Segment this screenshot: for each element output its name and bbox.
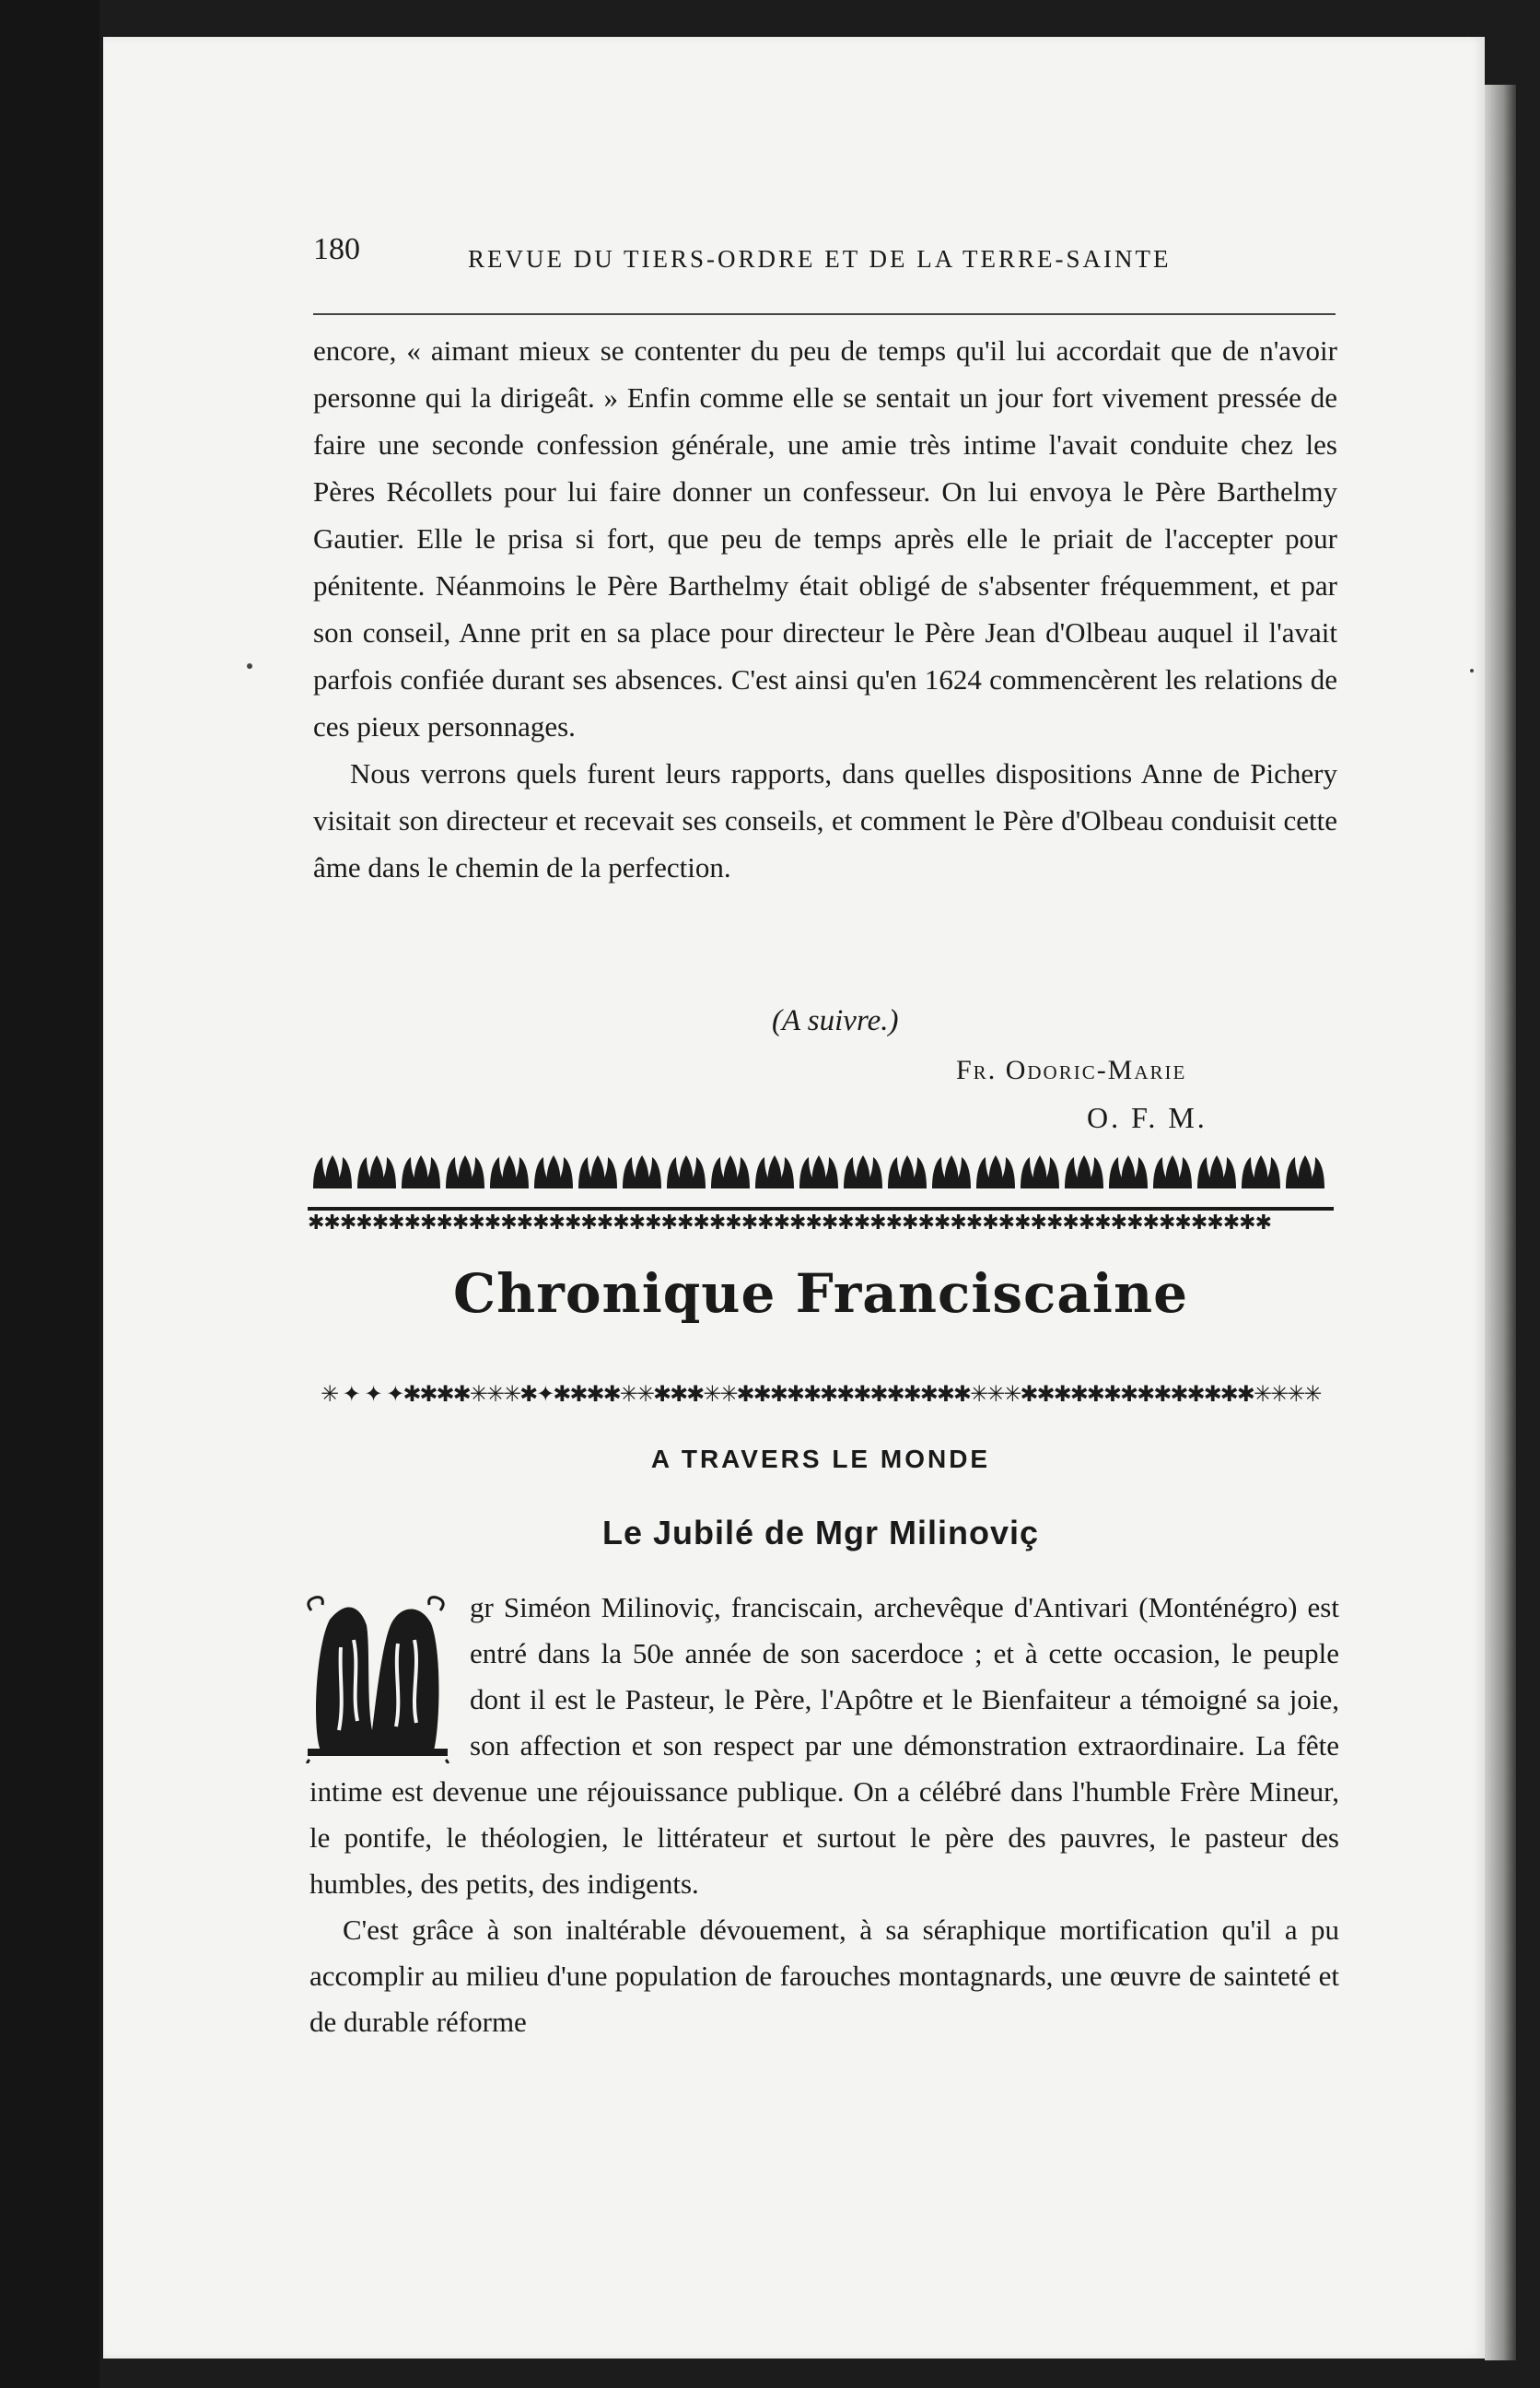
scan-margin-left xyxy=(0,0,99,2388)
ornament-rule xyxy=(308,1207,1334,1211)
article-title: Le Jubilé de Mgr Milinoviç xyxy=(601,1514,1040,1551)
article-paragraph-1: gr Siméon Milinoviç, franciscain, archevêque d'Antivari (Monténégro) est entré dans la 50e année de son sacerdoce ; et à cette occasion, le peuple dont il est le Pasteur, le Père, l'Apôtre et le Bienfaiteur a témoigné sa joie, son affection et son respect par une démonstration extraordinaire. La fête intime est devenue une réjouissance publique. On a célébré dans l'humble Frère Mineur, le pontife, le théologien, le littérateur et surtout le père des pauvres, le pasteur des humbles, des petits, des indigents. xyxy=(309,1591,1339,1900)
leaf-ornament-icon xyxy=(311,1153,1328,1190)
jubilee-article xyxy=(309,1585,1339,2045)
section-heading: A TRAVERS LE MONDE xyxy=(650,1445,991,1473)
continued-article xyxy=(313,327,1337,891)
continued-paragraph-1: encore, « aimant mieux se contenter du peu de temps qu'il lui accordait que de n'avoir personne qui la dirigeât. » Enfin comme elle se sentait un jour fort vivement pressée de faire une seconde confession générale, une amie très intime l'avait conduite chez les Pères Récollets pour lui faire donner un confesseur. On lui envoya le Père Barthelmy Gautier. Elle le prisa si fort, que peu de temps après elle le priait de l'accepter pour pénitente. Néanmoins le Père Barthelmy était obligé de s'absenter fréquemment, et par son conseil, Anne prit en sa place pour directeur le Père Jean d'Olbeau auquel il l'avait parfois confiée durant ses absences. C'est ainsi qu'en 1624 commencèrent les relations de ces pieux personnages. xyxy=(313,334,1337,743)
ornamental-m-icon xyxy=(302,1592,453,1763)
mixed-star-ornament-band: ✳ ✦ ✦ ✦✱✱✱✱✳✳✳✱✦✱✱✱✱✳✳✱✱✱✳✳✱✱✱✱✱✱✱✱✱✱✱✱✱✱✳✳✳✱✱✱✱✱✱✱✱✱✱✱✱✱✱✳✳✳✳ xyxy=(321,1381,1321,1407)
page-gutter-shadow xyxy=(1485,85,1516,2360)
to-be-continued: (A suivre.) xyxy=(772,1004,899,1037)
header-rule xyxy=(313,313,1336,315)
star-ornament-band: ✱✱✱✱✱✱✱✱✱✱✱✱✱✱✱✱✱✱✱✱✱✱✱✱✱✱✱✱✱✱✱✱✱✱✱✱✱✱✱✱✱✱✱✱✱✱✱✱✱✱✱✱✱✱✱✱✱✱✱✱ xyxy=(308,1212,1272,1235)
author-order: O. F. M. xyxy=(1087,1101,1208,1134)
running-title: REVUE DU TIERS-ORDRE ET DE LA TERRE-SAINTE xyxy=(468,245,1172,273)
continued-paragraph-2: Nous verrons quels furent leurs rapports, dans quelles dispositions Anne de Pichery visitait son directeur et recevait ses conseils, et comment le Père d'Olbeau conduisit cette âme dans le chemin de la perfection. xyxy=(313,757,1337,884)
scan-speck xyxy=(247,663,252,669)
scan-speck xyxy=(1470,669,1474,673)
page-number: 180 xyxy=(313,232,360,266)
article-paragraph-2: C'est grâce à son inaltérable dévouement, à sa séraphique mortification qu'il a pu accomplir au milieu d'une population de farouches montagnards, une œuvre de sainteté et de durable réforme xyxy=(309,1914,1339,2038)
section-title-chronique: Chronique Franciscaine xyxy=(452,1262,1189,1325)
drop-cap-m xyxy=(302,1592,453,1763)
leaf-ornament-band xyxy=(311,1153,1328,1190)
author-signature: Fr. Odoric-Marie xyxy=(956,1055,1187,1085)
